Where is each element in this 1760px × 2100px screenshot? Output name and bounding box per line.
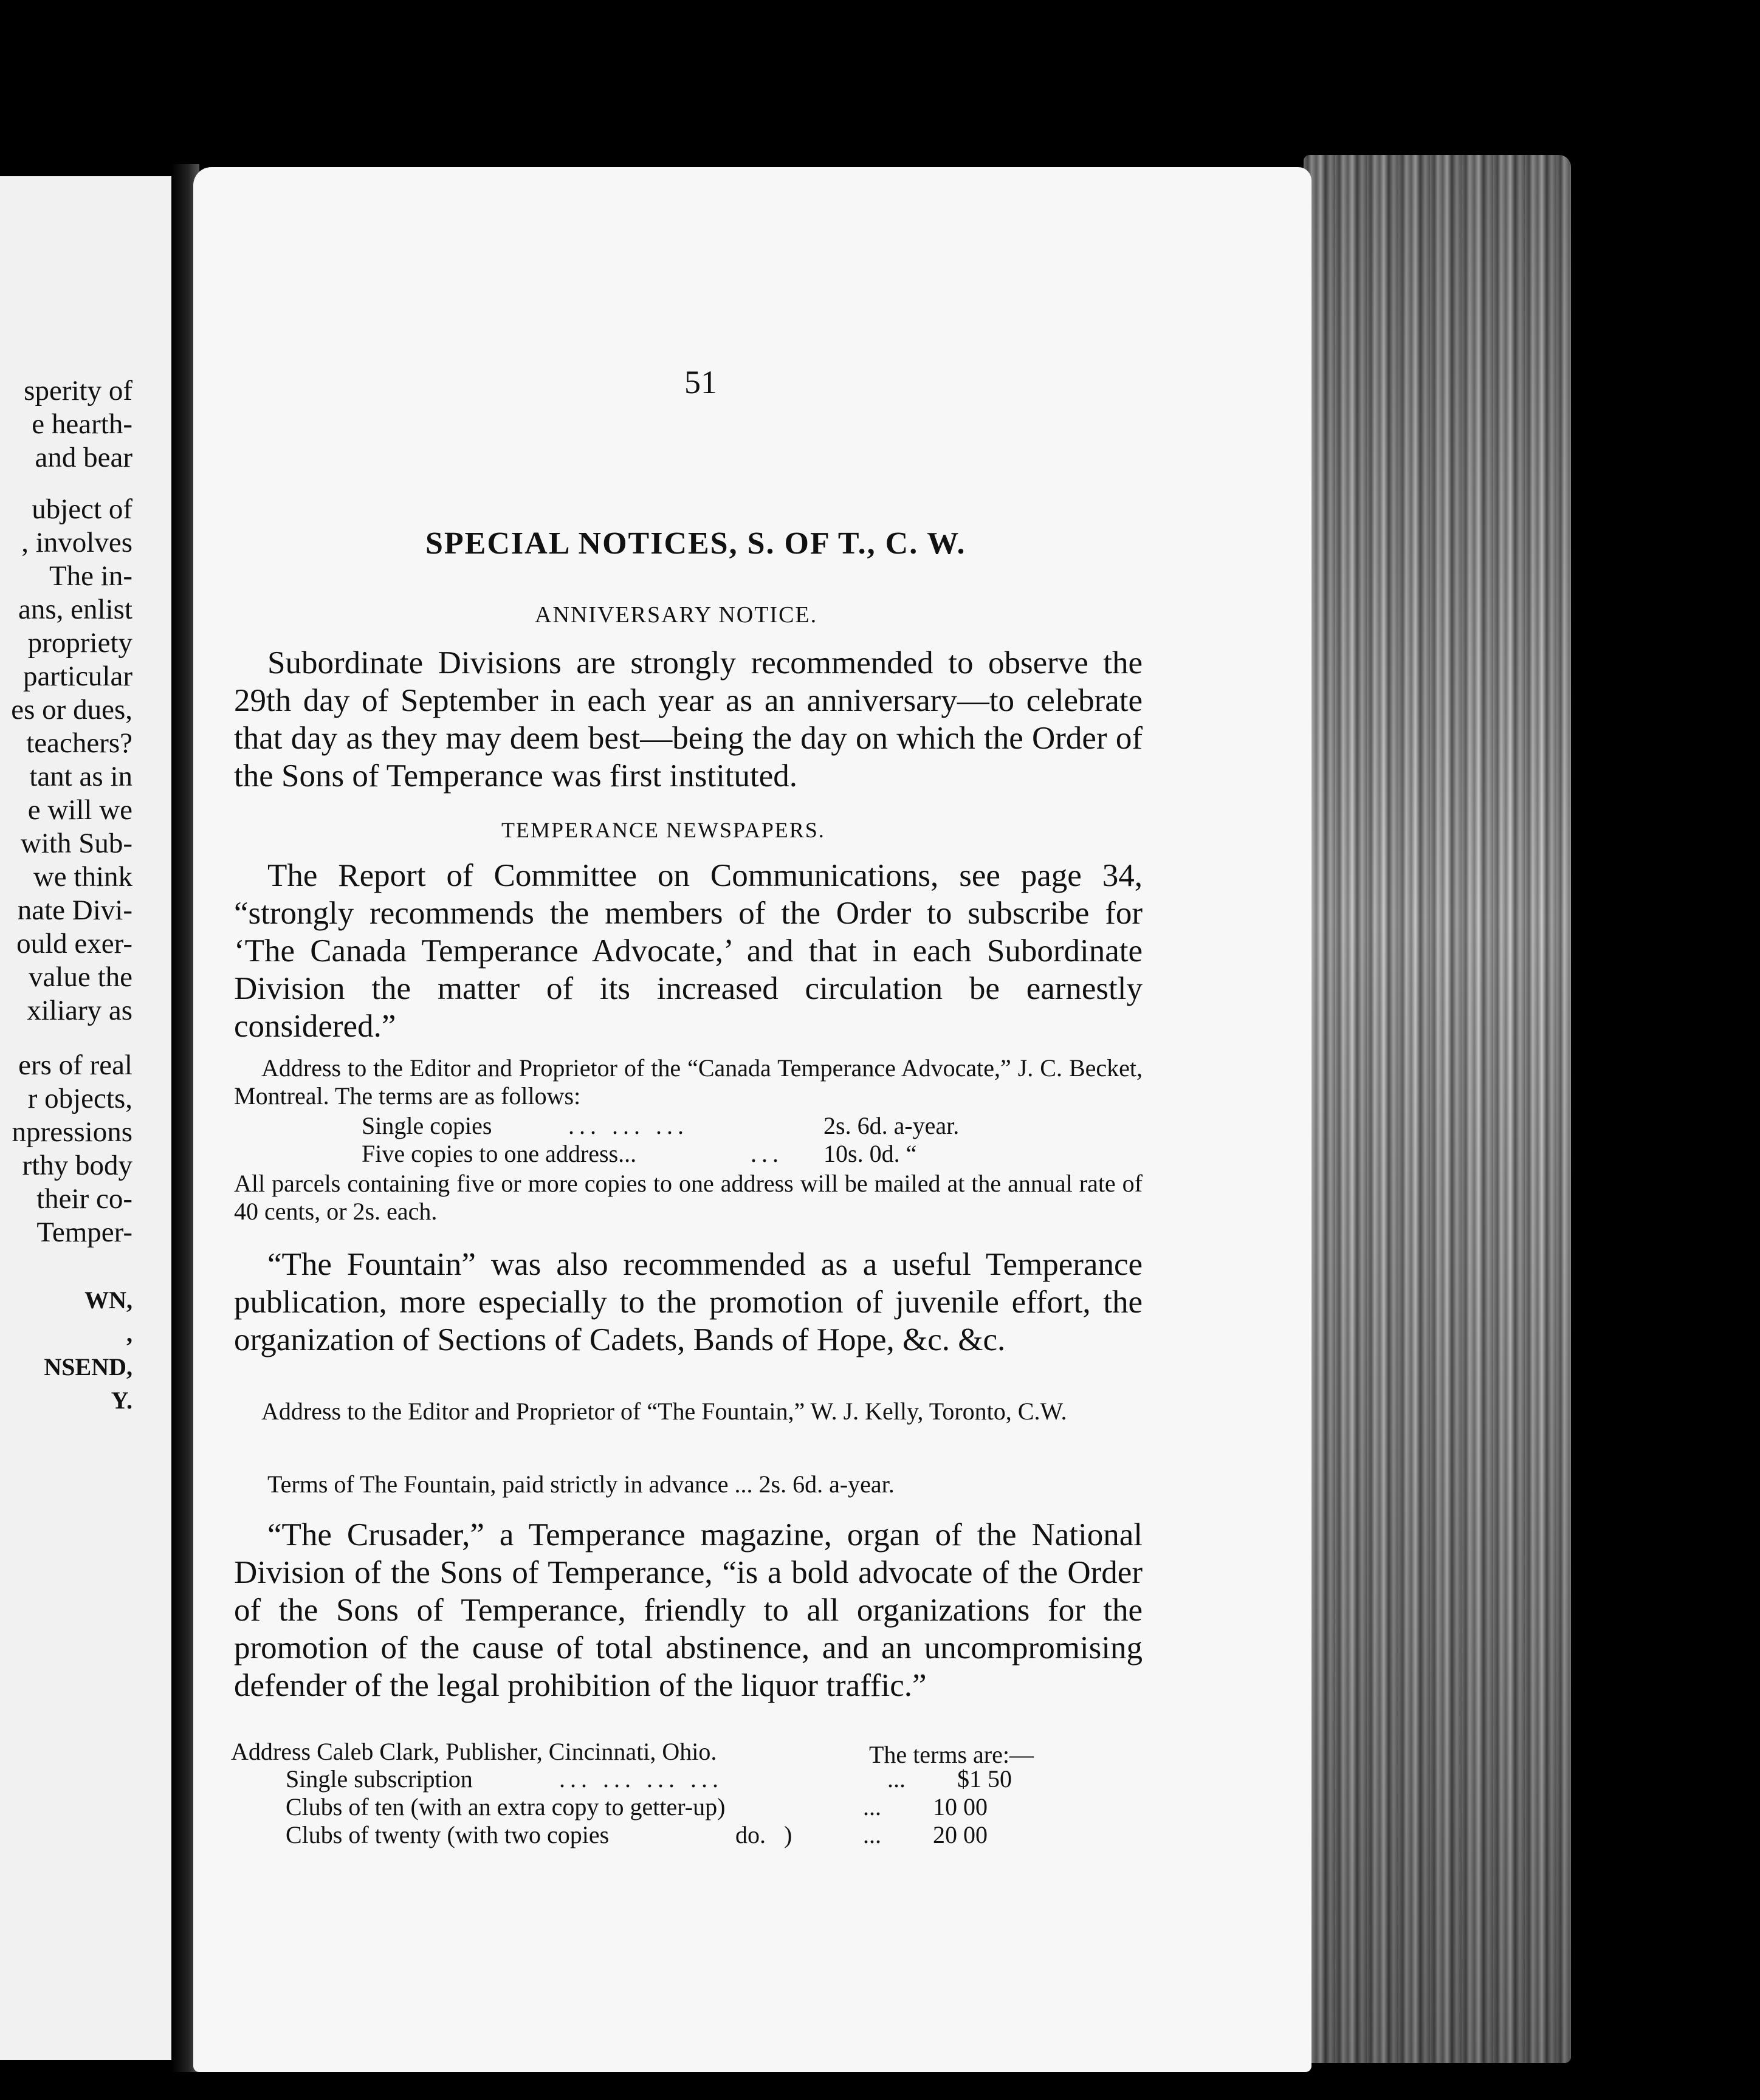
advocate-parcels: All parcels containing five or more copies to one address will be mailed at the annual rate of 40 cents, or 2s. each. (234, 1170, 1143, 1225)
facing-line: xiliary as (27, 995, 132, 1026)
facing-line: and bear (35, 442, 132, 473)
facing-page (0, 176, 171, 2060)
anniversary-heading: ANNIVERSARY NOTICE. (535, 602, 818, 628)
facing-line: , involves (21, 527, 132, 558)
facing-line: The in- (49, 560, 132, 592)
crusader-terms-label: The terms are:— (869, 1741, 1034, 1768)
anniversary-paragraph: Subordinate Divisions are strongly recommended to observe the 29th day of September in each year as an anniversary—to celebrate that day as they may deem best—being the day on which the Order of the Sons of Temperance was first instituted. (234, 645, 1143, 794)
term-item: Five copies to one address... (362, 1140, 637, 1167)
term-price: $1 50 (957, 1765, 1012, 1793)
facing-line: e will we (27, 794, 132, 826)
facing-line: sperity of (24, 375, 132, 407)
term-item: Clubs of ten (with an extra copy to getter-up) (286, 1793, 726, 1820)
facing-line: Temper- (36, 1216, 132, 1248)
facing-line: propriety (27, 627, 132, 659)
facing-line: value the (29, 961, 132, 993)
facing-line: NSEND, (44, 1353, 132, 1381)
facing-line: nate Divi- (17, 894, 132, 926)
facing-line: npressions (12, 1116, 132, 1148)
term-item: Single copies (362, 1112, 492, 1139)
term-sep: ... (863, 1821, 881, 1848)
facing-line: es or dues, (11, 694, 132, 726)
facing-line: with Sub- (20, 828, 132, 859)
facing-line: ans, enlist (18, 594, 132, 625)
page-block-edge (1304, 155, 1571, 2063)
term-sep: ... (863, 1793, 881, 1820)
advocate-address: Address to the Editor and Proprietor of the “Canada Temperance Advocate,” J. C. Becket, Montreal. The terms are as follows: (234, 1054, 1143, 1110)
report-paragraph: The Report of Committee on Communications, see page 34, “strongly recommends the members of the Order to subscribe for ‘The Canada Temperance Advocate,’ and that in each Subordinate Division the matter of its increased circulation be earnestly considered.” (234, 858, 1143, 1044)
fountain-address: Address to the Editor and Proprietor of “The Fountain,” W. J. Kelly, Toronto, C.W. (261, 1398, 1067, 1425)
fountain-terms: Terms of The Fountain, paid strictly in advance ... 2s. 6d. a-year. (267, 1470, 895, 1498)
facing-line: , (126, 1320, 132, 1347)
fountain-paragraph: “The Fountain” was also recommended as a useful Temperance publication, more especially to the promotion of juvenile effort, the organization of Sections of Cadets, Bands of Hope, &c. &c. (234, 1247, 1143, 1357)
page-number: 51 (684, 364, 717, 400)
facing-line: we think (33, 861, 132, 893)
term-price: 2s. 6d. a-year. (823, 1112, 960, 1139)
facing-line: Y. (111, 1387, 132, 1414)
page-title: SPECIAL NOTICES, S. OF T., C. W. (425, 526, 966, 561)
advocate-terms-row (362, 1112, 959, 1140)
facing-line: particular (22, 661, 132, 692)
term-dots: ... ... ... ... (559, 1765, 723, 1793)
crusader-address: Address Caleb Clark, Publisher, Cincinnati, Ohio. (231, 1738, 717, 1765)
term-sep: ... (887, 1765, 906, 1793)
term-dots: do. ) (735, 1821, 792, 1848)
term-item: Clubs of twenty (with two copies (286, 1821, 610, 1848)
crusader-paragraph: “The Crusader,” a Temperance magazine, organ of the National Division of the Sons of Temperance, “is a bold advocate of the Order of the Sons of Temperance, friendly to all organizations for the promotion of the cause of total abstinence, and an uncompromising defender of the legal prohibition of the liquor traffic.” (234, 1517, 1143, 1703)
facing-line: teachers? (26, 727, 132, 759)
facing-line: their co- (36, 1183, 132, 1215)
term-price: 10s. 0d. “ (823, 1140, 917, 1167)
term-price: 10 00 (933, 1793, 988, 1820)
facing-line: tant as in (29, 761, 132, 792)
facing-line: r objects, (27, 1083, 132, 1114)
newspapers-heading: TEMPERANCE NEWSPAPERS. (501, 818, 825, 842)
crusader-terms-row (286, 1821, 988, 1849)
facing-line: rthy body (22, 1150, 132, 1181)
facing-line: ould exer- (16, 928, 132, 959)
advocate-terms-row (362, 1140, 916, 1168)
term-item: Single subscription (286, 1765, 473, 1793)
facing-line: WN, (84, 1286, 132, 1314)
crusader-terms-row (286, 1793, 988, 1821)
facing-line: ers of real (18, 1049, 132, 1081)
term-dots: ... ... ... (568, 1112, 689, 1139)
facing-line: ubject of (32, 493, 132, 525)
facing-line: e hearth- (32, 408, 132, 440)
term-price: 20 00 (933, 1821, 988, 1848)
crusader-terms-row (286, 1765, 1012, 1793)
term-dots: ... (751, 1140, 783, 1167)
